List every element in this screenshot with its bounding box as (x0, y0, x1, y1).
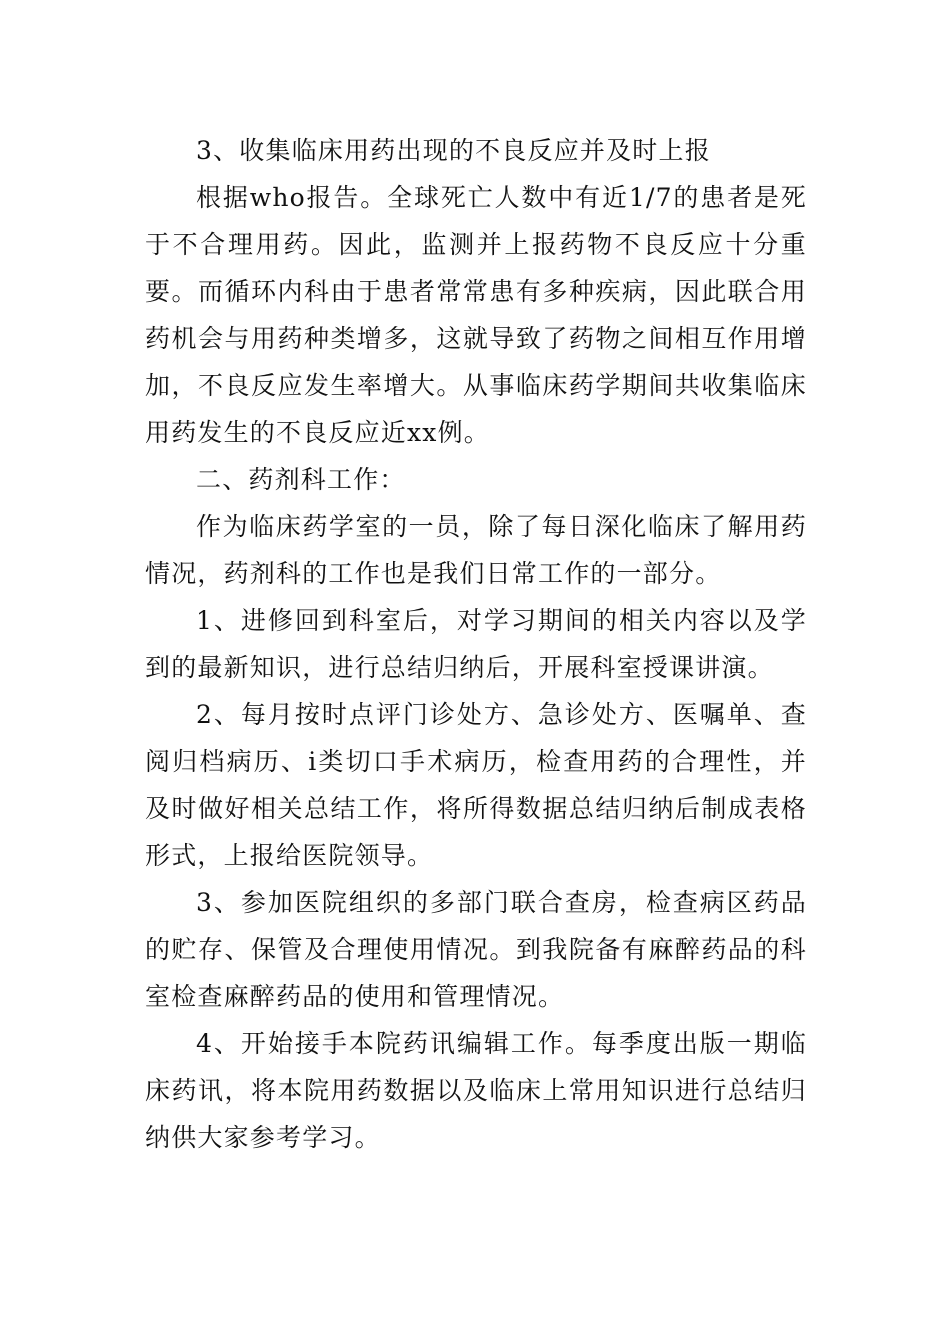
paragraph-pharmacy-intro: 作为临床药学室的一员，除了每日深化临床了解用药情况，药剂科的工作也是我们日常工作的一部分。 (145, 512, 807, 588)
paragraph-who-report: 根据who报告。全球死亡人数中有近1/7的患者是死于不合理用药。因此，监测并上报药物不良反应十分重要。而循环内科由于患者常常患有多种疾病，因此联合用药机会与用药种类增多，这就导致了药物之间相互作用增加，不良反应发生率增大。从事临床药学期间共收集临床用药发生的不良反应近xx例。 (145, 183, 807, 447)
document-body (145, 127, 807, 1161)
paragraph-adr-heading: 3、收集临床用药出现的不良反应并及时上报 (196, 136, 711, 165)
paragraph-item-4: 4、开始接手本院药讯编辑工作。每季度出版一期临床药讯，将本院用药数据以及临床上常用知识进行总结归纳供大家参考学习。 (145, 1029, 807, 1152)
paragraph-section-two-heading: 二、药剂科工作： (196, 465, 406, 494)
paragraph-item-1: 1、进修回到科室后，对学习期间的相关内容以及学到的最新知识，进行总结归纳后，开展科室授课讲演。 (145, 606, 807, 682)
paragraph-item-3: 3、参加医院组织的多部门联合查房，检查病区药品的贮存、保管及合理使用情况。到我院备有麻醉药品的科室检查麻醉药品的使用和管理情况。 (145, 888, 807, 1011)
paragraph-item-2: 2、每月按时点评门诊处方、急诊处方、医嘱单、查阅归档病历、ⅰ类切口手术病历，检查用药的合理性，并及时做好相关总结工作，将所得数据总结归纳后制成表格形式，上报给医院领导。 (145, 700, 807, 870)
